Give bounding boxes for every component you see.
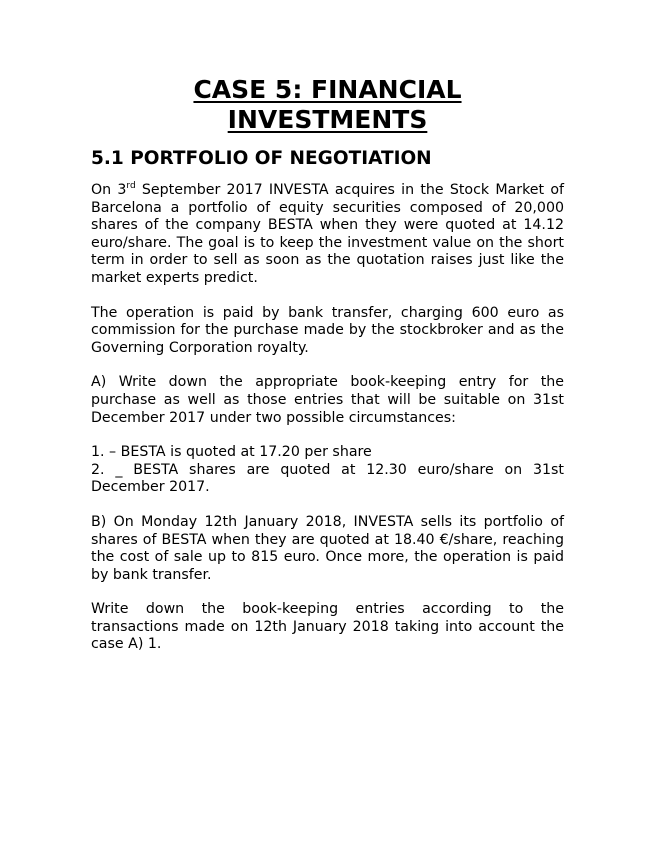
- case-title: [91, 75, 564, 135]
- paragraph-instructions: Write down the book-keeping entries according to the transactions made on 12th January 2018 taking into account the case A) 1.: [91, 601, 564, 653]
- ordinal-superscript: rd: [126, 181, 136, 191]
- list-item-2: 2. _ BESTA shares are quoted at 12.30 euro/share on 31st December 2017.: [91, 461, 564, 496]
- paragraph-question-a: A) Write down the appropriate book-keeping entry for the purchase as well as those entries that will be suitable on 31st December 2017 under two possible circumstances:: [91, 374, 564, 426]
- case-title-line-2: INVESTMENTS: [227, 105, 428, 134]
- list-item-1: 1. – BESTA is quoted at 17.20 per share: [91, 444, 372, 461]
- paragraph-payment: The operation is paid by bank transfer, charging 600 euro as commission for the purchase made by the stockbroker and as the Governing Corporation royalty.: [91, 304, 564, 356]
- case-title-line-1: CASE 5: FINANCIAL: [193, 75, 462, 104]
- paragraph-question-b: B) On Monday 12th January 2018, INVESTA sells its portfolio of shares of BESTA when they are quoted at 18.40 €/share, reaching the cost of sale up to 815 euro. Once more, the operation is paid by bank transfer.: [91, 513, 564, 583]
- paragraph-intro: [91, 182, 564, 288]
- paragraph-intro-prefix: On 3: [91, 182, 127, 198]
- section-title: 5.1 PORTFOLIO OF NEGOTIATION: [91, 148, 432, 169]
- document-page: [91, 75, 564, 654]
- paragraph-intro-text: September 2017 INVESTA acquires in the Stock Market of Barcelona a portfolio of equity securities composed of 20,000 shares of the company BESTA when they were quoted at 14.12 euro/share. The goal is to keep the investment value on the short term in order to sell as soon as the quotation raises just like the market experts predict.: [91, 182, 564, 286]
